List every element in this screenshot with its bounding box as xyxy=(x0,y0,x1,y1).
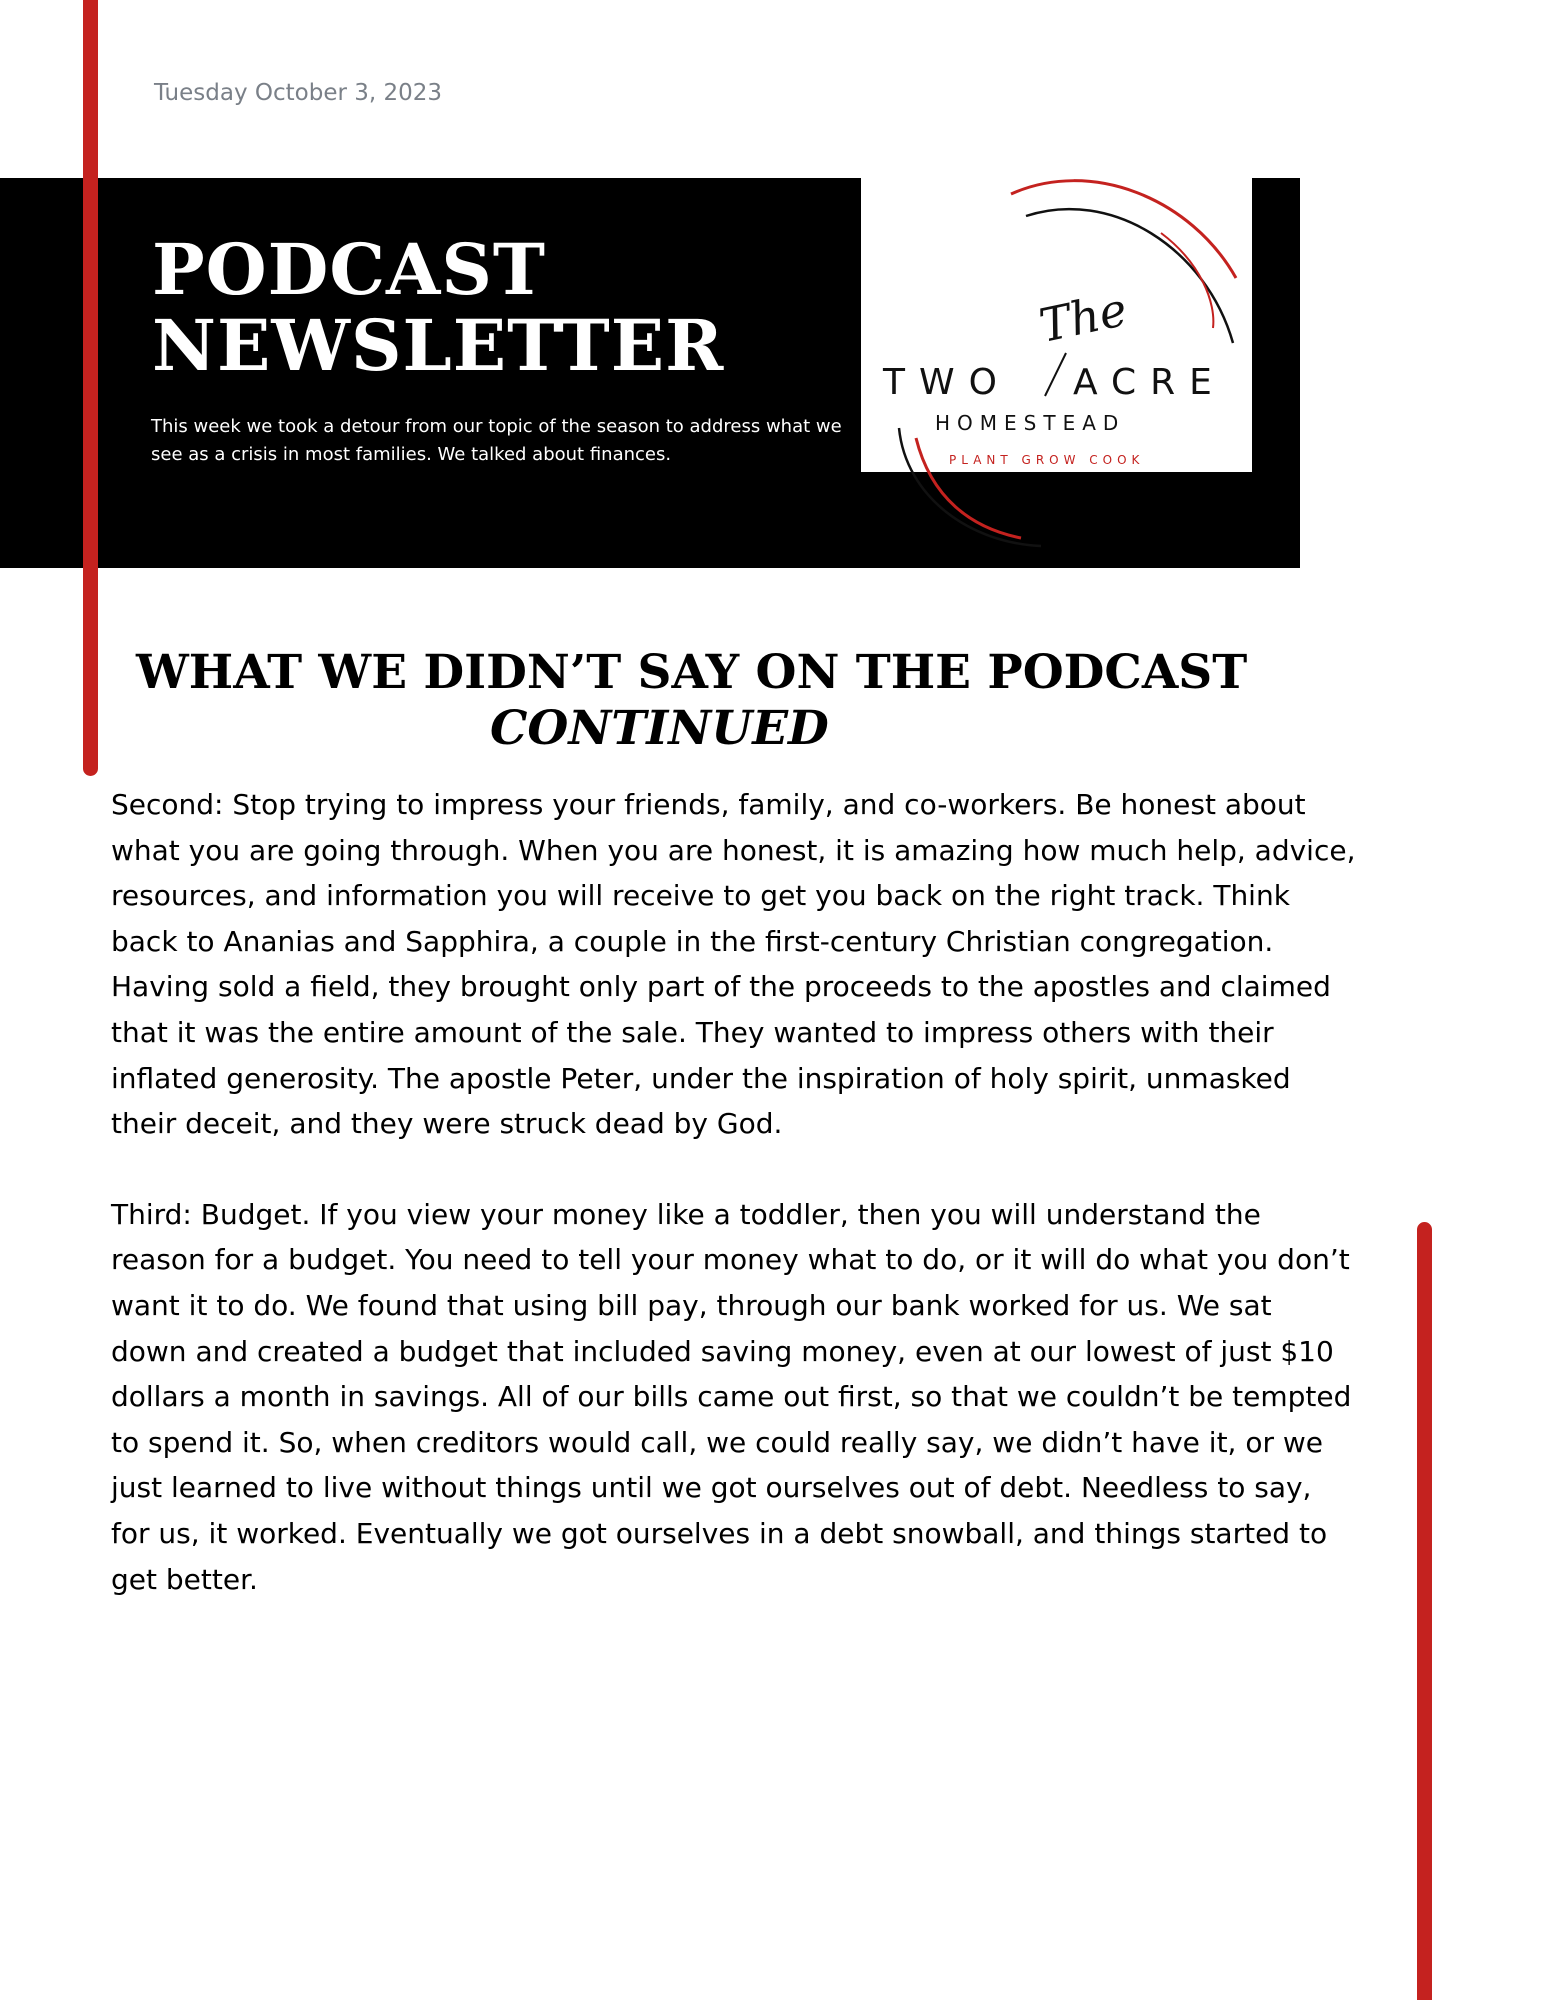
paragraph-third: Third: Budget. If you view your money like a toddler, then you will understand the reason for a budget. You need to tell your money what to do, or it will do what you don’t want it to do. We found that using bill pay, through our bank worked for us. We sat down and created a budget that included saving money, even at our lowest of just $10 dollars a month in savings. All of our bills came out first, so that we couldn’t be tempted to spend it. So, when creditors would call, we could really say, we didn’t have it, or we just learned to live without things until we got ourselves out of debt. Needless to say, for us, it worked. Eventually we got ourselves in a debt snowball, and things started to get better. xyxy=(111,1197,1352,1596)
logo-name-part1: TWO xyxy=(883,362,1011,403)
newsletter-date: Tuesday October 3, 2023 xyxy=(154,80,443,106)
intro-text: This week we took a detour from our topic of the season to address what we see as a crisis in most families. We talked about finances. xyxy=(151,416,842,465)
accent-bar-right xyxy=(1417,1222,1432,2000)
logo-graphic xyxy=(861,98,1252,518)
paragraph-second: Second: Stop trying to impress your friends, family, and co-workers. Be honest about what you are going through. When you are honest, it is amazing how much help, advice, resources, and information you will receive to get you back on the right track. Think back to Ananias and Sapphira, a couple in the first-century Christian congregation. Having sold a field, they brought only part of the proceeds to the apostles and claimed that it was the entire amount of the sale. They wanted to impress others with their inflated generosity. The apostle Peter, under the inspiration of holy spirit, unmasked their deceit, and they were struck dead by God. xyxy=(111,788,1356,1141)
page-title xyxy=(152,228,725,387)
title-line-1: PODCAST xyxy=(152,228,546,311)
logo-name-part2: ACRE xyxy=(1073,362,1226,403)
article-body xyxy=(111,782,1356,1647)
title-line-2: NEWSLETTER xyxy=(152,304,725,387)
logo xyxy=(861,178,1252,472)
section-title: WHAT WE DIDN’T SAY ON THE PODCAST xyxy=(136,645,1248,700)
logo-subtitle: HOMESTEAD xyxy=(935,411,1126,435)
logo-tagline: PLANT GROW COOK xyxy=(949,453,1145,467)
logo-slash xyxy=(1045,353,1066,396)
logo-arc-red-top xyxy=(1011,181,1236,278)
logo-script: The xyxy=(1034,281,1132,353)
section-subtitle: CONTINUED xyxy=(490,701,829,756)
section-heading xyxy=(0,645,1300,757)
